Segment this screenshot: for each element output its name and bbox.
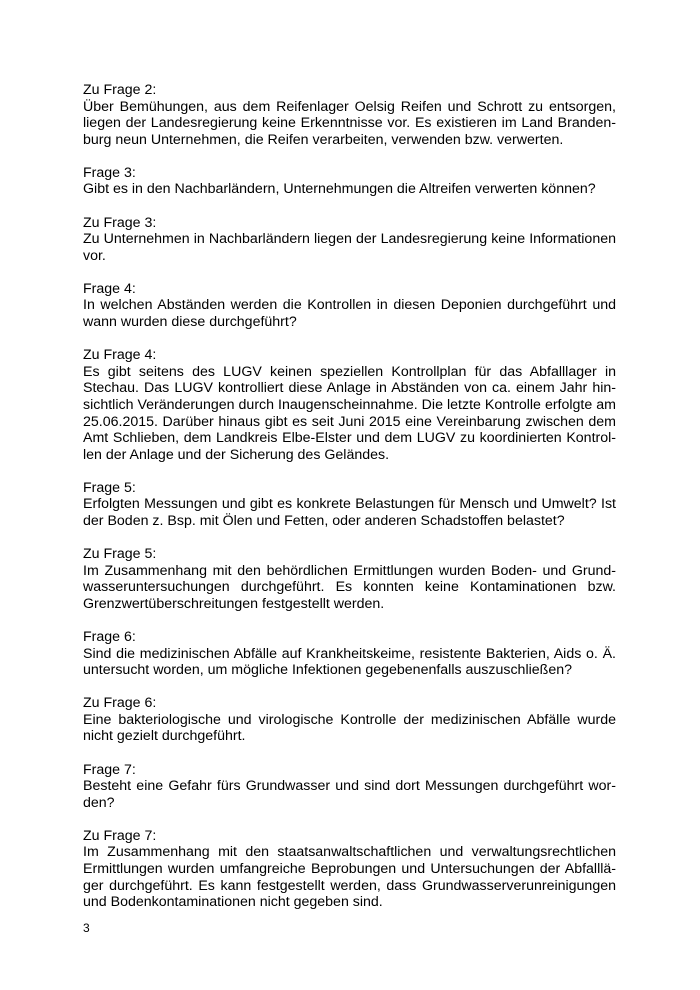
text-line: Im Zusammenhang mit den staatsanwaltschaftlichen und verwaltungsrechtlichen [83, 844, 616, 861]
section-heading: Zu Frage 6: [83, 695, 157, 712]
section-heading: Zu Frage 7: [83, 827, 157, 844]
section-heading: Zu Frage 3: [83, 214, 157, 231]
text-line: der Boden z. Bsp. mit Ölen und Fetten, oder anderen Schadstoffen belastet? [83, 512, 565, 529]
text-line: Es gibt seitens des LUGV keinen speziellen Kontrollplan für das Abfalllager in [83, 363, 616, 380]
section-heading: Frage 5: [83, 479, 136, 496]
text-line: Zu Unternehmen in Nachbarländern liegen der Landesregierung keine Informationen [83, 231, 616, 248]
qa-section [83, 480, 616, 530]
section-text [83, 181, 616, 198]
section-heading: Frage 4: [83, 280, 136, 297]
text-line: Besteht eine Gefahr fürs Grundwasser und sind dort Messungen durchgeführt wor- [83, 778, 616, 795]
document-body [83, 82, 616, 927]
text-line: Sind die medizinischen Abfälle auf Krankheitskeime, resistente Bakterien, Aids o. Ä. [83, 645, 616, 662]
text-line: Eine bakteriologische und virologische Kontrolle der medizinischen Abfälle wurde [83, 711, 616, 728]
qa-section [83, 546, 616, 612]
section-text [83, 778, 616, 811]
text-line: wasseruntersuchungen durchgeführt. Es konnten keine Kontaminationen bzw. [83, 579, 616, 596]
text-line: Stechau. Das LUGV kontrolliert diese Anlage in Abständen von ca. einem Jahr hin- [83, 380, 616, 397]
text-line: und Bodenkontaminationen nicht gegeben sind. [83, 894, 383, 911]
section-text [83, 496, 616, 529]
text-line: sichtlich Veränderungen durch Inaugenscheinnahme. Die letzte Kontrolle erfolgte am [83, 396, 616, 413]
text-line: den? [83, 794, 115, 811]
text-line: Erfolgten Messungen und gibt es konkrete Belastungen für Mensch und Umwelt? Ist [83, 496, 616, 513]
text-line: untersucht worden, um mögliche Infektionen gegebenenfalls auszuschließen? [83, 662, 572, 679]
qa-section [83, 762, 616, 812]
text-line: liegen der Landesregierung keine Erkenntnisse vor. Es existieren im Land Branden- [83, 115, 616, 132]
section-text [83, 231, 616, 264]
text-line: wann wurden diese durchgeführt? [83, 314, 297, 331]
page-number: 3 [83, 921, 90, 935]
text-line: burg neun Unternehmen, die Reifen verarbeiten, verwenden bzw. verwerten. [83, 131, 564, 148]
section-heading: Frage 6: [83, 628, 136, 645]
section-text [83, 844, 616, 910]
qa-section [83, 695, 616, 745]
section-text [83, 297, 616, 330]
qa-section [83, 629, 616, 679]
section-heading: Zu Frage 2: [83, 82, 157, 98]
text-line: len der Anlage und der Sicherung des Geländes. [83, 446, 390, 463]
text-line: Gibt es in den Nachbarländern, Unternehmungen die Altreifen verwerten können? [83, 181, 596, 198]
text-line: Im Zusammenhang mit den behördlichen Ermittlungen wurden Boden- und Grund- [83, 562, 616, 579]
section-text [83, 364, 616, 464]
section-text [83, 646, 616, 679]
text-line: ger durchgeführt. Es kann festgestellt werden, dass Grundwasserverunreinigungen [83, 877, 616, 894]
qa-section [83, 215, 616, 265]
text-line: Über Bemühungen, aus dem Reifenlager Oelsig Reifen und Schrott zu entsorgen, [83, 98, 616, 115]
text-line: vor. [83, 247, 106, 264]
section-text [83, 99, 616, 149]
text-line: Amt Schlieben, dem Landkreis Elbe-Elster und dem LUGV zu koordinierten Kontrol- [83, 430, 616, 447]
section-heading: Zu Frage 4: [83, 347, 157, 364]
text-line: Grenzwertüberschreitungen festgestellt werden. [83, 595, 385, 612]
qa-section [83, 82, 616, 148]
section-heading: Zu Frage 5: [83, 546, 157, 563]
qa-section [83, 828, 616, 911]
text-line: nicht gezielt durchgeführt. [83, 728, 246, 745]
qa-section [83, 347, 616, 463]
section-text [83, 563, 616, 613]
qa-section [83, 281, 616, 331]
qa-section [83, 165, 616, 198]
text-line: In welchen Abständen werden die Kontrollen in diesen Deponien durchgeführt und [83, 297, 616, 314]
text-line: Ermittlungen wurden umfangreiche Beprobungen und Untersuchungen der Abfalllä- [83, 860, 616, 877]
text-line: 25.06.2015. Darüber hinaus gibt es seit Juni 2015 eine Vereinbarung zwischen dem [83, 413, 616, 430]
section-text [83, 712, 616, 745]
section-heading: Frage 3: [83, 164, 136, 181]
section-heading: Frage 7: [83, 761, 136, 778]
